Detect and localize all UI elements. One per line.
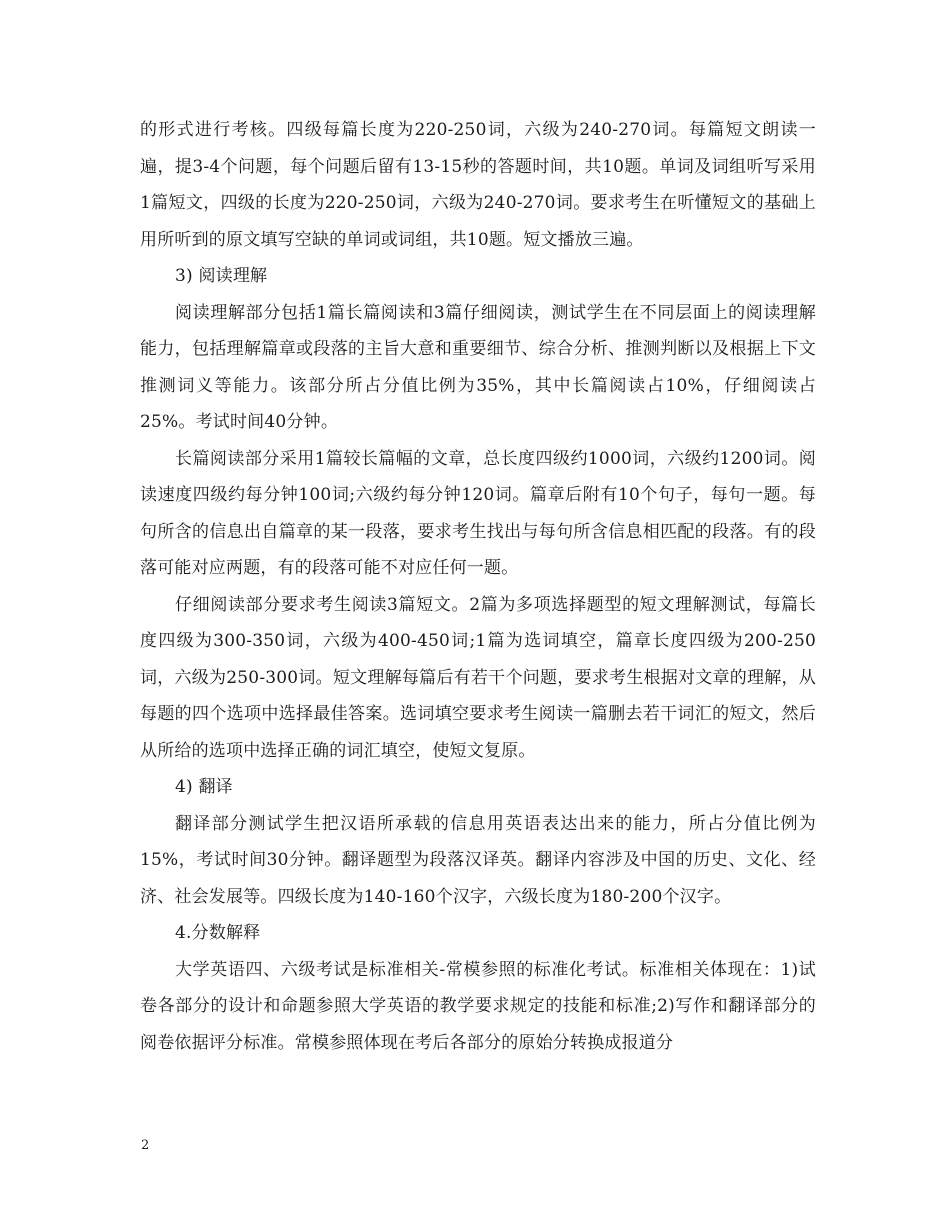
page-number: 2 (141, 1138, 150, 1153)
paragraph-translation: 翻译部分测试学生把汉语所承载的信息用英语表达出来的能力，所占分值比例为15%，考试时间30分钟。翻译题型为段落汉译英。翻译内容涉及中国的历史、文化、经济、社会发展等。四级长度为140-160个汉字，六级长度为180-200个汉字。 (140, 813, 816, 907)
heading-reading-comprehension: 3) 阅读理解 (175, 266, 268, 286)
paragraph-long-reading: 长篇阅读部分采用1篇较长篇幅的文章，总长度四级约1000词，六级约1200词。阅读速度四级约每分钟100词;六级约每分钟120词。篇章后附有10个句子，每句一题。每句所含的信息出自篇章的某一段落，要求考生找出与每句所含信息相匹配的段落。有的段落可能对应两题，有的段落可能不对应任何一题。 (140, 448, 816, 578)
paragraph-listening-continued: 的形式进行考核。四级每篇长度为220-250词，六级为240-270词。每篇短文朗读一遍，提3-4个问题，每个问题后留有13-15秒的答题时间，共10题。单词及词组听写采用1篇短文，四级的长度为220-250词，六级为240-270词。要求考生在听懂短文的基础上用所听到的原文填写空缺的单词或词组，共10题。短文播放三遍。 (140, 120, 816, 250)
paragraph-careful-reading: 仔细阅读部分要求考生阅读3篇短文。2篇为多项选择题型的短文理解测试，每篇长度四级为300-350词，六级为400-450词;1篇为选词填空，篇章长度四级为200-250词，六级为250-300词。短文理解每篇后有若干个问题，要求考生根据对文章的理解，从每题的四个选项中选择最佳答案。选词填空要求考生阅读一篇删去若干词汇的短文，然后从所给的选项中选择正确的词汇填空，使短文复原。 (140, 594, 816, 761)
paragraph-reading-intro: 阅读理解部分包括1篇长篇阅读和3篇仔细阅读，测试学生在不同层面上的阅读理解能力，包括理解篇章或段落的主旨大意和重要细节、综合分析、推测判断以及根据上下文推测词义等能力。该部分所占分值比例为35%，其中长篇阅读占10%，仔细阅读占25%。考试时间40分钟。 (140, 302, 816, 432)
document-body (140, 112, 816, 1061)
heading-score-interpretation: 4.分数解释 (175, 923, 261, 943)
paragraph-score-interpretation: 大学英语四、六级考试是标准相关-常模参照的标准化考试。标准相关体现在：1)试卷各部分的设计和命题参照大学英语的教学要求规定的技能和标准;2)写作和翻译部分的阅卷依据评分标准。常模参照体现在考后各部分的原始分转换成报道分 (140, 959, 816, 1053)
heading-translation: 4) 翻译 (175, 777, 233, 797)
